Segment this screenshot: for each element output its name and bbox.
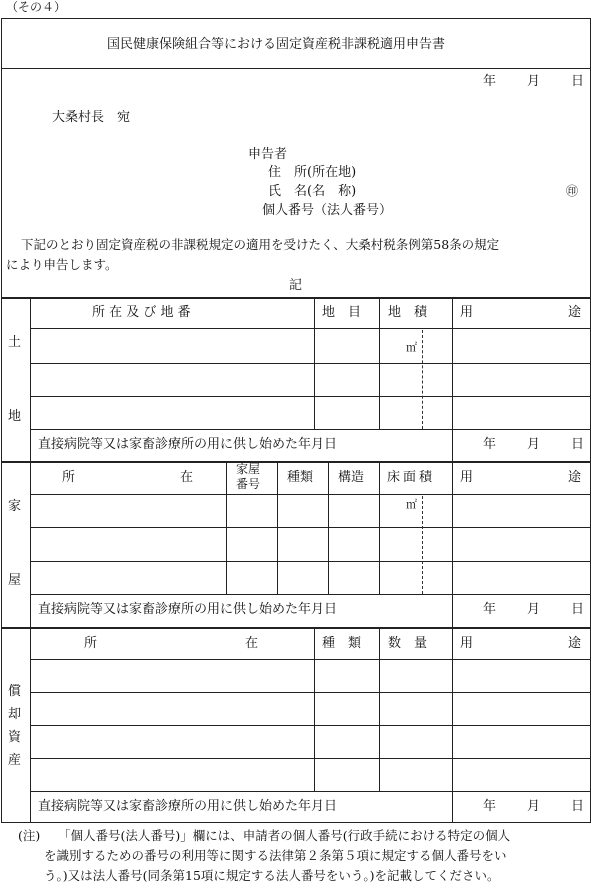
asset-header-loc-1: 所 [84,636,98,651]
house-col-4 [379,461,380,594]
land-row-line-2 [30,363,591,364]
asset-row-line-4 [30,758,591,759]
land-col-2 [379,297,380,429]
statement-line-2: により申告します。 [6,257,118,272]
land-header-use-1: 用 [460,305,474,320]
date-month: 月 [527,74,541,89]
house-side-divider [30,461,31,627]
addressee: 大桑村長 宛 [52,110,131,125]
land-side-char-2: 地 [8,409,22,424]
land-area-dash [422,330,423,429]
note-line-3: う。)又は法人番号(同条第15項に規定する法人番号をいう。)を記載してください。 [44,868,500,883]
note-line-2: を識別するための番号の利用等に関する法律第２条第５項に規定する個人番号をい [44,848,507,863]
land-row-line-3 [30,396,591,397]
house-row-line-2 [30,527,591,528]
land-header-area: 地 積 [388,305,428,320]
asset-side-char-1: 償 [8,684,22,699]
frame-top [1,18,591,19]
house-header-use-2: 途 [568,470,582,485]
land-row-line-4 [30,429,591,430]
asset-col-1 [314,627,315,791]
asset-header-use-1: 用 [460,636,474,651]
house-start-date-label: 直接病院等又は家畜診療所の用に供し始めた年月日 [38,602,338,617]
land-row-line-1 [30,328,591,329]
asset-header-type: 種 類 [322,636,362,651]
asset-start-year: 年 [483,799,497,814]
asset-row-line-1 [30,659,591,660]
land-start-date-label: 直接病院等又は家畜診療所の用に供し始めた年月日 [38,437,338,452]
asset-row-line-2 [30,692,591,693]
asset-side-char-3: 資 [8,730,22,745]
frame-left [1,18,2,822]
applicant-heading: 申告者 [248,147,288,162]
name-label: 氏 名(名 称) [268,184,357,199]
title-divider [1,68,591,69]
seal-mark: ㊞ [566,184,579,198]
asset-col-3 [452,627,453,822]
house-side-char-1: 家 [8,499,22,514]
house-header-use-1: 用 [460,470,474,485]
house-side-char-2: 屋 [8,573,22,588]
house-header-type: 種類 [287,470,314,485]
personal-number-label: 個人番号（法人番号） [262,203,393,218]
land-start-day: 日 [571,437,585,452]
land-start-month: 月 [527,437,541,452]
statement-line-1: 下記のとおり固定資産税の非課税規定の適用を受けたく、大桑村税条例第58条の規定 [21,237,500,252]
asset-side-char-2: 却 [8,707,22,722]
land-header-category: 地 目 [322,305,362,320]
note-label: (注) [18,828,41,843]
house-row-line-4 [30,594,591,595]
house-header-loc-1: 所 [62,470,76,485]
asset-header-use-2: 途 [568,636,582,651]
asset-start-date-label: 直接病院等又は家畜診療所の用に供し始めた年月日 [38,799,338,814]
note-line-1: 「個人番号(法人番号)」欄には、申請者の個人番号(行政手続における特定の個人 [58,828,511,843]
asset-header-loc-2: 在 [245,636,259,651]
address-label: 住 所(所在地) [268,165,357,180]
frame-bottom [1,822,591,823]
house-start-day: 日 [571,602,585,617]
land-col-3 [452,297,453,461]
land-side-divider [30,297,31,461]
house-header-loc-2: 在 [180,470,194,485]
house-col-3 [328,461,329,594]
asset-col-2 [379,627,380,791]
house-col-5 [452,461,453,627]
house-start-month: 月 [527,602,541,617]
land-unit-sqm: ㎡ [406,341,417,354]
house-col-1 [226,461,227,594]
asset-header-quantity: 数 量 [388,636,428,651]
house-start-year: 年 [483,602,497,617]
house-area-dash [422,496,423,594]
land-header-use-2: 途 [568,305,582,320]
house-row-line-3 [30,561,591,562]
asset-start-day: 日 [571,799,585,814]
asset-row-line-3 [30,725,591,726]
land-header-location: 所 在 及 び 地 番 [92,305,191,320]
house-header-structure: 構造 [338,470,365,485]
asset-side-char-4: 産 [8,753,22,768]
house-header-number-1: 家屋 [236,462,261,476]
date-day: 日 [571,74,585,89]
section-number: （その４） [6,0,67,14]
land-col-1 [314,297,315,429]
house-header-floor-area: 床面積 [387,470,436,485]
asset-start-month: 月 [527,799,541,814]
land-start-year: 年 [483,437,497,452]
form-title: 国民健康保険組合等における固定資産税非課税適用申告書 [107,37,446,52]
house-row-line-1 [30,494,591,495]
date-year: 年 [483,74,497,89]
land-top-border [1,297,591,299]
house-top-border [1,461,591,463]
house-header-number-2: 番号 [236,477,261,491]
ki-mark: 記 [289,278,303,293]
asset-top-border [1,627,591,629]
house-col-2 [277,461,278,594]
asset-row-line-5 [30,791,591,792]
land-side-char-1: 土 [8,335,22,350]
house-unit-sqm: ㎡ [406,498,417,511]
